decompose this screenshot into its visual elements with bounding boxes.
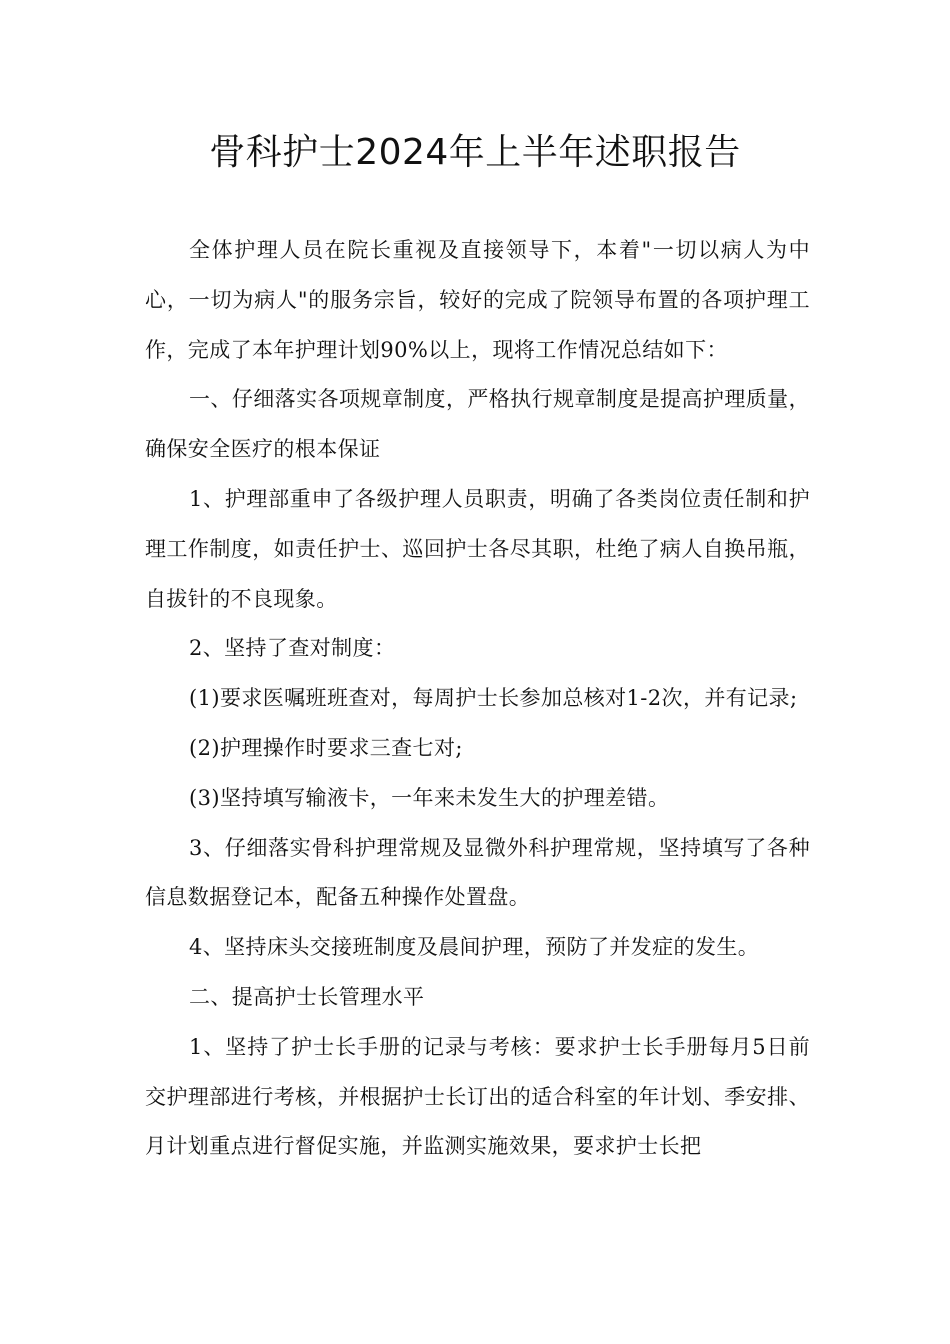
document-body xyxy=(145,226,810,1172)
paragraph-item-1: 1、护理部重申了各级护理人员职责，明确了各类岗位责任制和护理工作制度，如责任护士、巡回护士各尽其职，杜绝了病人自换吊瓶，自拔针的不良现象。 xyxy=(145,486,810,611)
paragraph-section-1-heading: 一、仔细落实各项规章制度，严格执行规章制度是提高护理质量，确保安全医疗的根本保证 xyxy=(145,387,810,462)
paragraph-subitem-1: (1)要求医嘱班班查对，每周护士长参加总核对1-2次，并有记录; xyxy=(189,686,798,711)
paragraph-subitem-3: (3)坚持填写输液卡，一年来未发生大的护理差错。 xyxy=(189,785,670,810)
paragraph-section-2-item-1: 1、坚持了护士长手册的记录与考核：要求护士长手册每月5日前交护理部进行考核，并根据护士长订出的适合科室的年计划、季安排、月计划重点进行督促实施，并监测实施效果，要求护士长把 xyxy=(145,1034,810,1159)
paragraph-intro: 全体护理人员在院长重视及直接领导下，本着"一切以病人为中心，一切为病人"的服务宗旨，较好的完成了院领导布置的各项护理工作，完成了本年护理计划90%以上，现将工作情况总结如下： xyxy=(145,238,810,362)
paragraph-item-2: 2、坚持了查对制度： xyxy=(189,636,396,661)
paragraph-item-4: 4、坚持床头交接班制度及晨间护理，预防了并发症的发生。 xyxy=(189,935,760,960)
paragraph-item-3: 3、仔细落实骨科护理常规及显微外科护理常规，坚持填写了各种信息数据登记本，配备五种操作处置盘。 xyxy=(145,835,810,910)
document-title: 骨科护士2024年上半年述职报告 xyxy=(209,132,741,173)
paragraph-section-2-heading: 二、提高护士长管理水平 xyxy=(189,984,425,1009)
paragraph-subitem-2: (2)护理操作时要求三查七对; xyxy=(189,735,463,760)
